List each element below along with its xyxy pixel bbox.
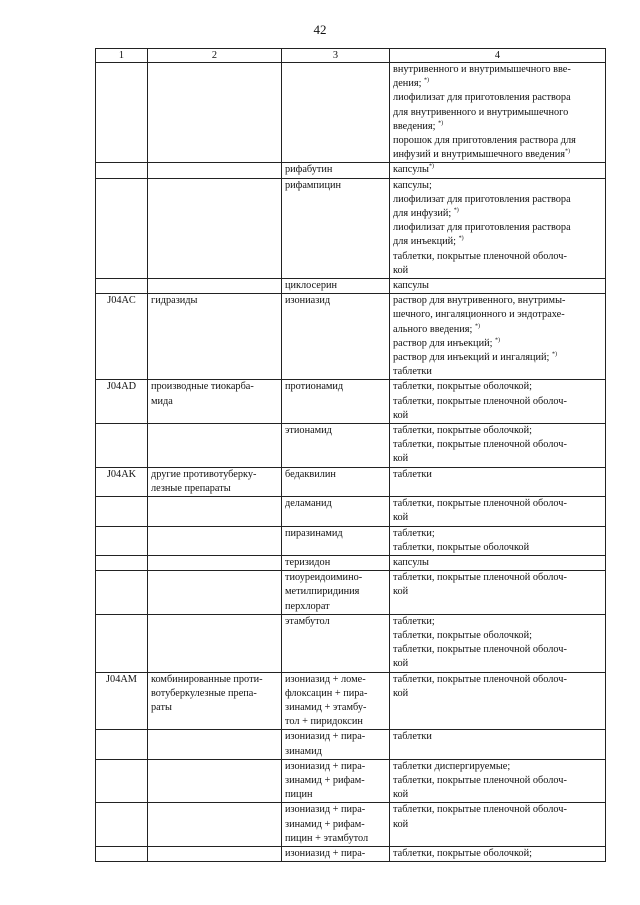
drug-name-line: зинамид + рифам- bbox=[285, 818, 365, 830]
drug-name-line: изониазид + пира- bbox=[285, 804, 366, 816]
drug-name-line: тиоуреидоимино- bbox=[285, 572, 363, 584]
table-row bbox=[96, 497, 606, 526]
drug-name-line: теризидон bbox=[285, 556, 331, 568]
dosage-form-line: таблетки, покрытые оболочкой; bbox=[393, 629, 532, 641]
dosage-form-line: кой bbox=[393, 789, 409, 801]
drug-name-line: изониазид + ломе- bbox=[285, 673, 366, 685]
dosage-form-cell bbox=[390, 467, 606, 496]
table-row bbox=[96, 163, 606, 178]
dosage-form-line: таблетки, покрытые пленочной оболоч- bbox=[393, 673, 567, 685]
table-row bbox=[96, 555, 606, 570]
drug-name-cell bbox=[282, 555, 390, 570]
dosage-form-line: таблетки, покрытые пленочной оболоч- bbox=[393, 644, 567, 656]
drug-name-line: пицин + этамбутол bbox=[285, 832, 369, 844]
group-name-cell bbox=[148, 279, 282, 294]
atc-code: J04AK bbox=[106, 468, 137, 480]
dosage-form-line: ального введения; *) bbox=[393, 323, 480, 335]
column-header: 4 bbox=[390, 49, 606, 63]
group-name-cell bbox=[148, 294, 282, 380]
atc-code-cell bbox=[96, 526, 148, 555]
dosage-form-cell bbox=[390, 730, 606, 759]
atc-code: J04AD bbox=[106, 381, 137, 393]
dosage-form-line: капсулы bbox=[393, 556, 429, 568]
table-row bbox=[96, 672, 606, 730]
drug-name-cell bbox=[282, 571, 390, 615]
drug-name-cell bbox=[282, 672, 390, 730]
dosage-form-line: таблетки; bbox=[393, 615, 435, 627]
group-name-line: лезные препараты bbox=[151, 482, 231, 494]
group-name-cell bbox=[148, 803, 282, 847]
atc-code-cell bbox=[96, 294, 148, 380]
drug-name-cell bbox=[282, 279, 390, 294]
group-name-cell bbox=[148, 526, 282, 555]
table-header-row bbox=[96, 49, 606, 63]
dosage-form-cell bbox=[390, 279, 606, 294]
table-row bbox=[96, 380, 606, 424]
drug-name-cell bbox=[282, 730, 390, 759]
drug-name-cell bbox=[282, 380, 390, 424]
drug-name-cell bbox=[282, 163, 390, 178]
dosage-form-line: таблетки диспергируемые; bbox=[393, 760, 511, 772]
group-name-cell bbox=[148, 672, 282, 730]
dosage-form-cell bbox=[390, 497, 606, 526]
atc-code-cell bbox=[96, 759, 148, 803]
drug-name-cell bbox=[282, 614, 390, 672]
group-name-line: вотуберкулезные препа- bbox=[151, 687, 257, 699]
dosage-form-line: таблетки, покрытые оболочкой bbox=[393, 541, 530, 553]
dosage-form-line: капсулы*) bbox=[393, 164, 434, 176]
drug-name-cell bbox=[282, 846, 390, 861]
group-name-cell bbox=[148, 467, 282, 496]
dosage-form-line: шечного, ингаляционного и эндотрахе- bbox=[393, 309, 565, 321]
atc-code-cell bbox=[96, 555, 148, 570]
dosage-form-line: кой bbox=[393, 409, 409, 421]
dosage-form-line: раствор для инъекций; *) bbox=[393, 337, 501, 349]
atc-code-cell bbox=[96, 163, 148, 178]
drug-name-line: пиразинамид bbox=[285, 527, 343, 539]
drug-name-line: метилпиридиния bbox=[285, 586, 360, 598]
dosage-form-cell bbox=[390, 178, 606, 278]
dosage-form-line: таблетки, покрытые оболочкой; bbox=[393, 847, 532, 859]
dosage-form-line: раствор для инъекций и ингаляций; *) bbox=[393, 351, 557, 364]
drug-name-line: изониазид + пира- bbox=[285, 731, 366, 743]
dosage-form-line: лиофилизат для приготовления раствора bbox=[393, 92, 571, 104]
drug-name-line: перхлорат bbox=[285, 600, 330, 612]
atc-code-cell bbox=[96, 424, 148, 468]
dosage-form-line: раствор для внутривенного, внутримы- bbox=[393, 295, 566, 307]
atc-code-cell bbox=[96, 614, 148, 672]
dosage-form-line: лиофилизат для приготовления раствора bbox=[393, 193, 571, 205]
drug-name-cell bbox=[282, 759, 390, 803]
dosage-form-line: капсулы; bbox=[393, 179, 432, 191]
table-row bbox=[96, 846, 606, 861]
dosage-form-line: внутривенного и внутримышечного вве- bbox=[393, 64, 571, 75]
atc-code-cell bbox=[96, 803, 148, 847]
dosage-form-line: кой bbox=[393, 264, 409, 276]
atc-code: J04AM bbox=[106, 673, 137, 685]
dosage-form-line: таблетки, покрытые пленочной оболоч- bbox=[393, 804, 567, 816]
dosage-form-cell bbox=[390, 526, 606, 555]
drug-name-line: изониазид + пира- bbox=[285, 760, 366, 772]
dosage-form-line: таблетки, покрытые пленочной оболоч- bbox=[393, 395, 567, 407]
table-row bbox=[96, 279, 606, 294]
atc-code-cell bbox=[96, 571, 148, 615]
dosage-form-line: кой bbox=[393, 687, 409, 699]
group-name-cell bbox=[148, 380, 282, 424]
table-row bbox=[96, 63, 606, 163]
drug-name-line: этионамид bbox=[285, 425, 332, 437]
atc-code-cell bbox=[96, 178, 148, 278]
dosage-form-line: дения; *) bbox=[393, 77, 430, 90]
dosage-form-cell bbox=[390, 759, 606, 803]
group-name-line: мида bbox=[151, 395, 173, 407]
drug-name-line: зинамид + рифам- bbox=[285, 774, 365, 786]
drug-name-line: изониазид bbox=[285, 295, 331, 307]
drug-name-line: рифабутин bbox=[285, 164, 333, 176]
column-header: 2 bbox=[148, 49, 282, 63]
dosage-form-cell bbox=[390, 63, 606, 163]
dosage-form-line: порошок для приготовления раствора для bbox=[393, 135, 576, 147]
drug-name-cell bbox=[282, 294, 390, 380]
drug-name-line: пицин bbox=[285, 789, 313, 801]
table-row bbox=[96, 424, 606, 468]
drug-name-line: изониазид + пира- bbox=[285, 847, 366, 859]
group-name-line: производные тиокарба- bbox=[151, 381, 254, 393]
drug-name-line: деламанид bbox=[285, 498, 332, 510]
table-row bbox=[96, 759, 606, 803]
group-name-cell bbox=[148, 178, 282, 278]
dosage-form-line: таблетки, покрытые пленочной оболоч- bbox=[393, 572, 567, 584]
dosage-form-cell bbox=[390, 294, 606, 380]
group-name-line: гидразиды bbox=[151, 295, 198, 307]
drug-name-cell bbox=[282, 424, 390, 468]
page-number: 42 bbox=[313, 22, 327, 37]
atc-code-cell bbox=[96, 467, 148, 496]
dosage-form-line: кой bbox=[393, 512, 409, 524]
dosage-form-line: таблетки, покрытые пленочной оболоч- bbox=[393, 250, 567, 262]
drug-table bbox=[95, 48, 606, 862]
drug-name-line: протионамид bbox=[285, 381, 344, 393]
dosage-form-cell bbox=[390, 672, 606, 730]
dosage-form-cell bbox=[390, 614, 606, 672]
dosage-form-line: капсулы bbox=[393, 280, 429, 292]
dosage-form-line: для инъекций; *) bbox=[393, 236, 464, 248]
table-row bbox=[96, 294, 606, 380]
group-name-cell bbox=[148, 424, 282, 468]
drug-name-cell bbox=[282, 178, 390, 278]
table-body bbox=[96, 63, 606, 862]
dosage-form-line: кой bbox=[393, 818, 409, 830]
group-name-cell bbox=[148, 846, 282, 861]
group-name-cell bbox=[148, 555, 282, 570]
drug-name-cell bbox=[282, 526, 390, 555]
group-name-line: другие противотуберку- bbox=[151, 468, 257, 480]
group-name-cell bbox=[148, 497, 282, 526]
dosage-form-line: введения; *) bbox=[393, 120, 444, 132]
group-name-cell bbox=[148, 571, 282, 615]
dosage-form-line: таблетки bbox=[393, 468, 432, 480]
dosage-form-cell bbox=[390, 803, 606, 847]
dosage-form-line: лиофилизат для приготовления раствора bbox=[393, 222, 571, 234]
column-header: 3 bbox=[282, 49, 390, 63]
column-header: 1 bbox=[96, 49, 148, 63]
atc-code: J04AC bbox=[107, 295, 136, 307]
dosage-form-cell bbox=[390, 846, 606, 861]
drug-name-cell bbox=[282, 803, 390, 847]
group-name-cell bbox=[148, 730, 282, 759]
dosage-form-line: таблетки, покрытые пленочной оболоч- bbox=[393, 439, 567, 451]
dosage-form-cell bbox=[390, 424, 606, 468]
drug-name-cell bbox=[282, 63, 390, 163]
drug-name-line: бедаквилин bbox=[285, 468, 336, 480]
atc-code-cell bbox=[96, 846, 148, 861]
table-row bbox=[96, 526, 606, 555]
dosage-form-line: инфузий и внутримышечного введения*) bbox=[393, 148, 571, 161]
group-name-cell bbox=[148, 163, 282, 178]
drug-name-line: циклосерин bbox=[285, 280, 338, 292]
atc-code-cell bbox=[96, 730, 148, 759]
drug-name-line: тол + пиридоксин bbox=[285, 716, 363, 728]
drug-name-line: зинамид + этамбу- bbox=[285, 701, 367, 713]
table-row bbox=[96, 571, 606, 615]
dosage-form-line: таблетки bbox=[393, 366, 432, 378]
drug-name-cell bbox=[282, 497, 390, 526]
dosage-form-line: кой bbox=[393, 586, 409, 598]
table-row bbox=[96, 803, 606, 847]
drug-name-line: этамбутол bbox=[285, 615, 330, 627]
dosage-form-line: кой bbox=[393, 453, 409, 465]
table-row bbox=[96, 730, 606, 759]
dosage-form-line: таблетки; bbox=[393, 527, 435, 539]
dosage-form-line: для внутривенного и внутримышечного bbox=[393, 106, 569, 118]
drug-name-line: зинамид bbox=[285, 745, 322, 757]
group-name-line: раты bbox=[151, 701, 172, 713]
group-name-line: комбинированные проти- bbox=[151, 673, 263, 685]
atc-code-cell bbox=[96, 497, 148, 526]
dosage-form-cell bbox=[390, 163, 606, 178]
dosage-form-line: кой bbox=[393, 658, 409, 670]
dosage-form-cell bbox=[390, 555, 606, 570]
drug-name-cell bbox=[282, 467, 390, 496]
atc-code-cell bbox=[96, 279, 148, 294]
table-row bbox=[96, 614, 606, 672]
atc-code-cell bbox=[96, 63, 148, 163]
dosage-form-cell bbox=[390, 571, 606, 615]
dosage-form-line: таблетки, покрытые пленочной оболоч- bbox=[393, 774, 567, 786]
table-row bbox=[96, 178, 606, 278]
dosage-form-line: таблетки, покрытые пленочной оболоч- bbox=[393, 498, 567, 510]
dosage-form-line: таблетки, покрытые оболочкой; bbox=[393, 381, 532, 393]
group-name-cell bbox=[148, 614, 282, 672]
group-name-cell bbox=[148, 759, 282, 803]
dosage-form-line: таблетки bbox=[393, 731, 432, 743]
atc-code-cell bbox=[96, 672, 148, 730]
table-row bbox=[96, 467, 606, 496]
group-name-cell bbox=[148, 63, 282, 163]
dosage-form-line: для инфузий; *) bbox=[393, 207, 459, 220]
drug-name-line: флоксацин + пира- bbox=[285, 687, 368, 699]
drug-name-line: рифампицин bbox=[285, 179, 341, 191]
dosage-form-cell bbox=[390, 380, 606, 424]
atc-code-cell bbox=[96, 380, 148, 424]
dosage-form-line: таблетки, покрытые оболочкой; bbox=[393, 425, 532, 437]
